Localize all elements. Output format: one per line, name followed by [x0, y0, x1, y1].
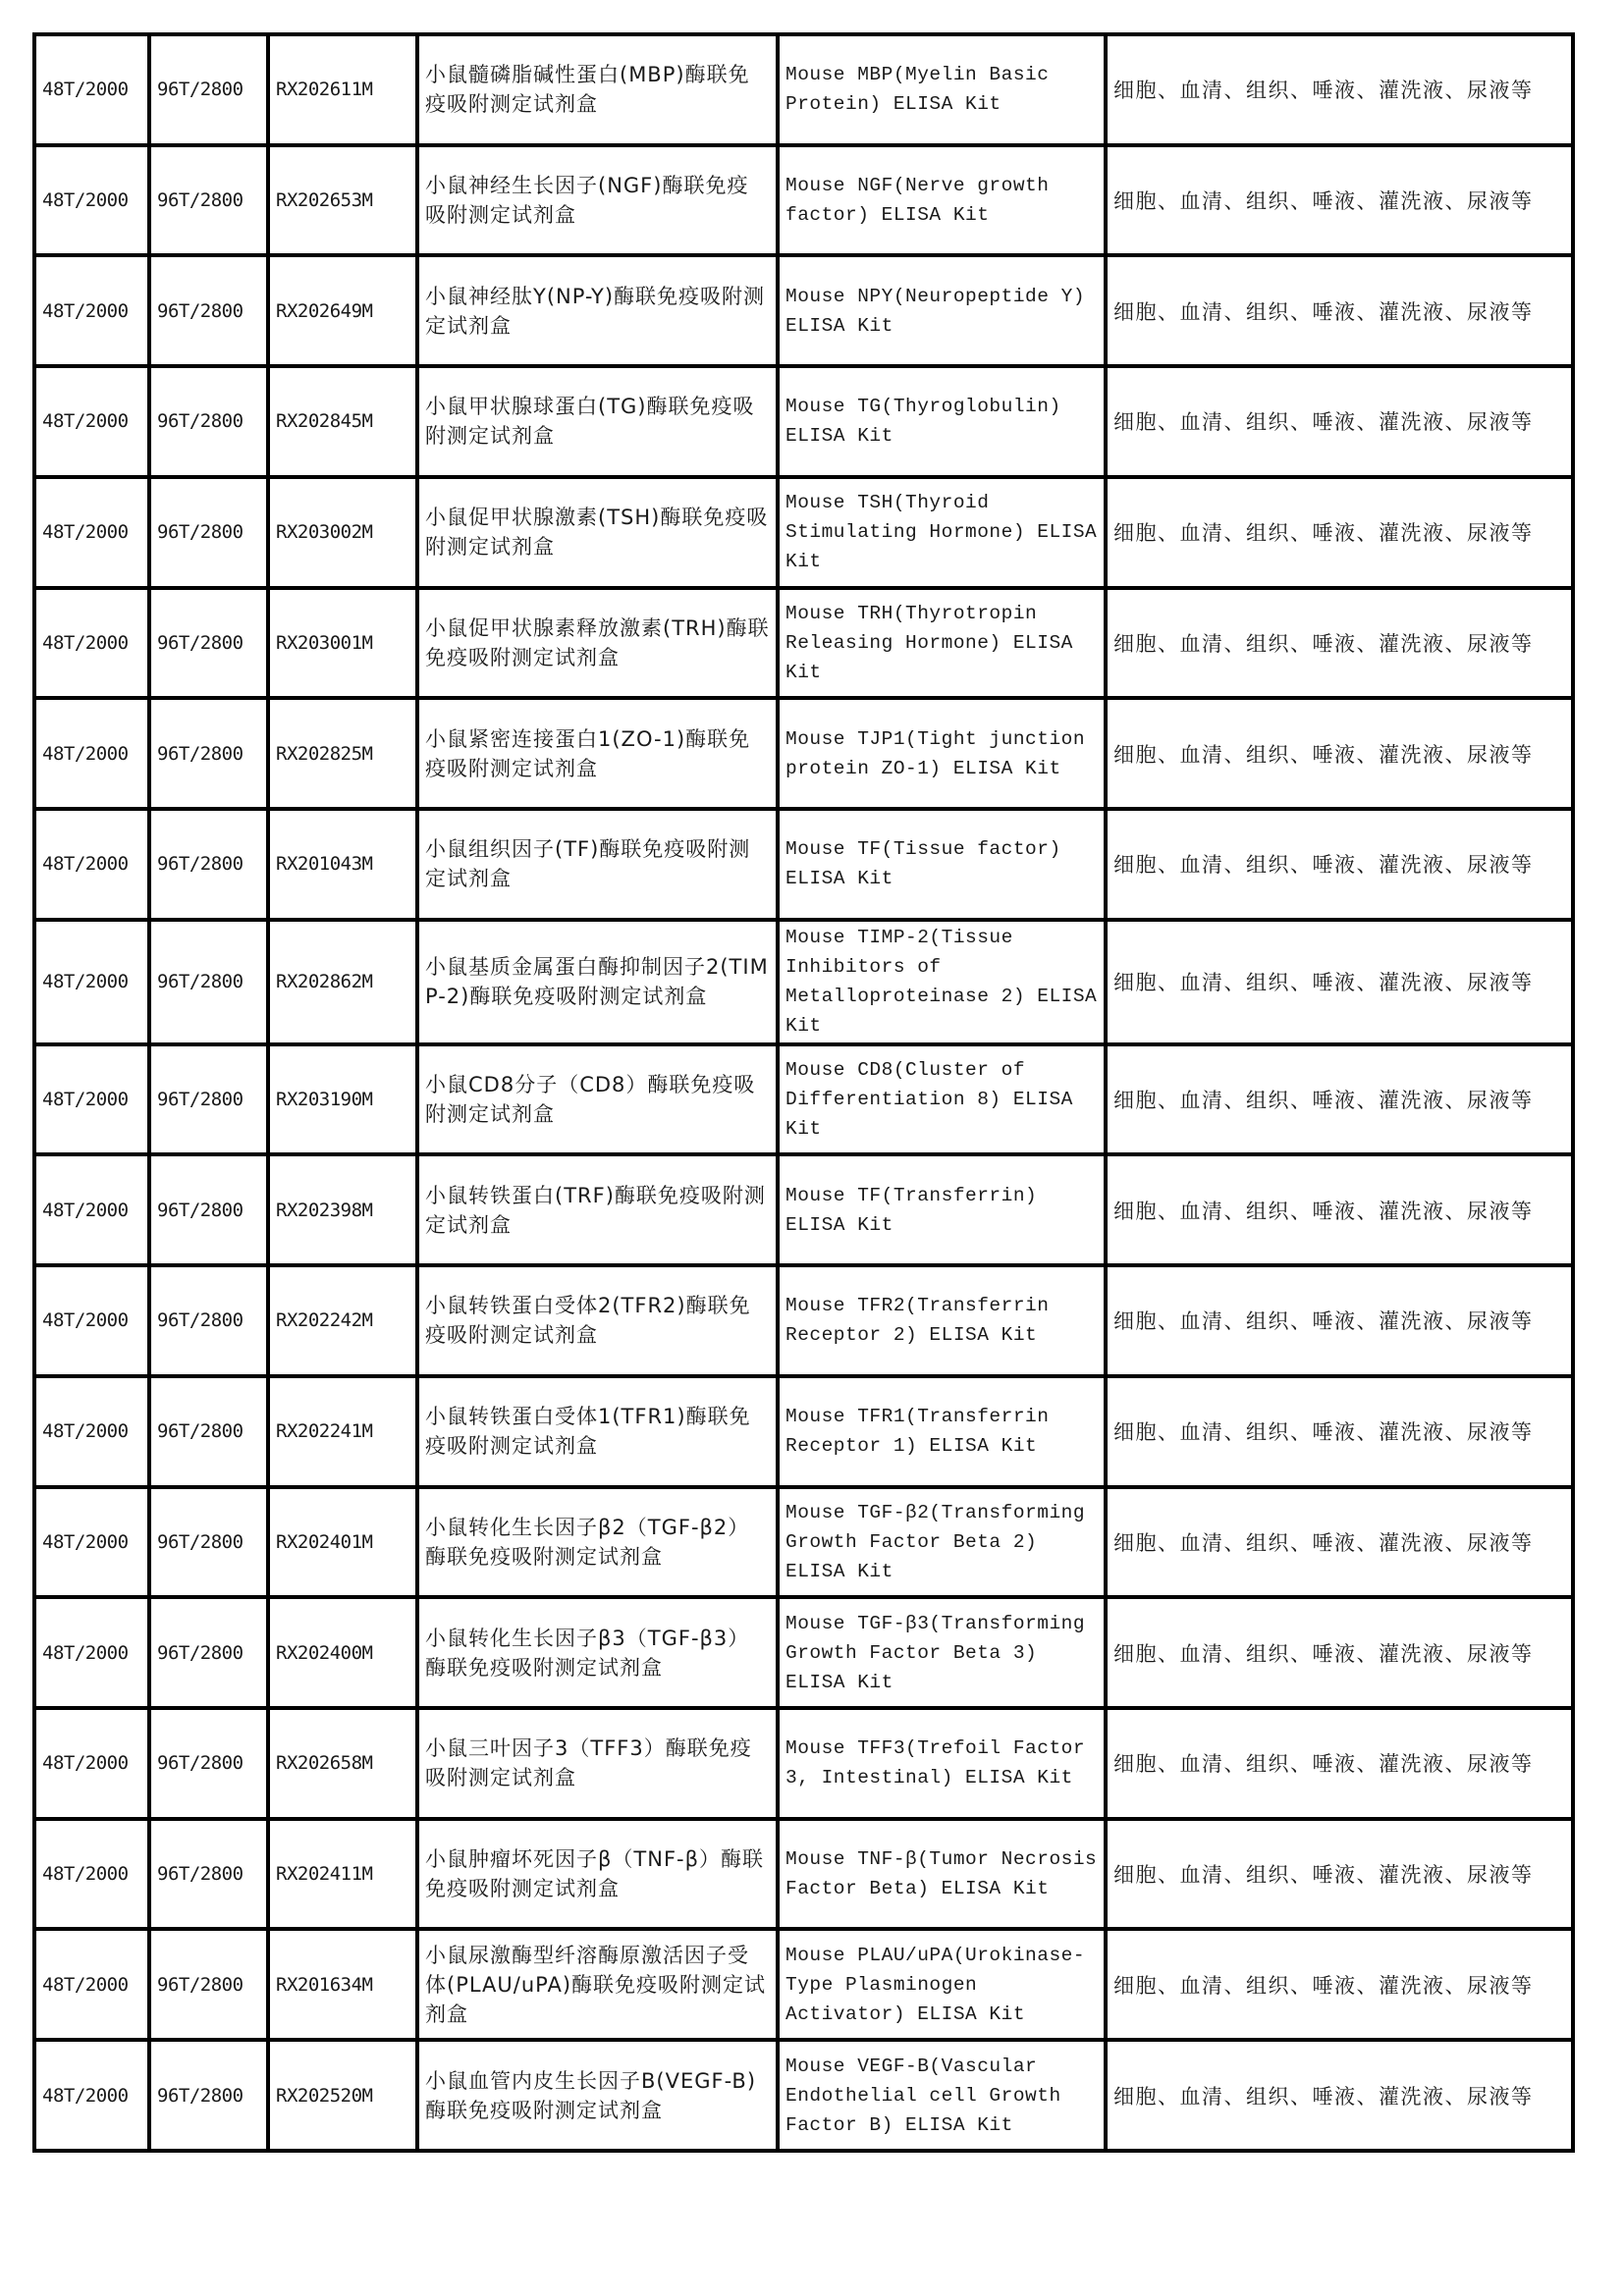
- spec-48t-cell: 48T/2000: [34, 1929, 149, 2040]
- english-name-cell: Mouse TNF-β(Tumor Necrosis Factor Beta) ELISA Kit: [778, 1819, 1106, 1930]
- spec-48t-cell: 48T/2000: [34, 1819, 149, 1930]
- spec-48t-cell: 48T/2000: [34, 477, 149, 588]
- spec-48t-cell: 48T/2000: [34, 698, 149, 809]
- chinese-name-cell: 小鼠转化生长因子β3（TGF-β3）酶联免疫吸附测定试剂盒: [417, 1597, 778, 1708]
- chinese-name-cell: 小鼠转铁蛋白受体1(TFR1)酶联免疫吸附测定试剂盒: [417, 1376, 778, 1487]
- english-name-cell: Mouse TJP1(Tight junction protein ZO-1) ELISA Kit: [778, 698, 1106, 809]
- spec-48t-cell: 48T/2000: [34, 1708, 149, 1819]
- sample-types-cell: 细胞、血清、组织、唾液、灌洗液、尿液等: [1106, 920, 1573, 1044]
- sample-types-cell: 细胞、血清、组织、唾液、灌洗液、尿液等: [1106, 1929, 1573, 2040]
- spec-48t-cell: 48T/2000: [34, 366, 149, 477]
- sample-types-cell: 细胞、血清、组织、唾液、灌洗液、尿液等: [1106, 588, 1573, 699]
- sample-types-cell: 细胞、血清、组织、唾液、灌洗液、尿液等: [1106, 366, 1573, 477]
- english-name-cell: Mouse TFR2(Transferrin Receptor 2) ELISA Kit: [778, 1265, 1106, 1376]
- kit-table-body: [34, 34, 1573, 2151]
- sample-types-cell: 细胞、血清、组织、唾液、灌洗液、尿液等: [1106, 1708, 1573, 1819]
- english-name-cell: Mouse TGF-β3(Transforming Growth Factor Beta 3) ELISA Kit: [778, 1597, 1106, 1708]
- catalog-number-cell: RX202649M: [268, 255, 417, 366]
- chinese-name-cell: 小鼠组织因子(TF)酶联免疫吸附测定试剂盒: [417, 809, 778, 920]
- table-row: [34, 477, 1573, 588]
- chinese-name-cell: 小鼠髓磷脂碱性蛋白(MBP)酶联免疫吸附测定试剂盒: [417, 34, 778, 145]
- catalog-number-cell: RX202398M: [268, 1154, 417, 1265]
- table-row: [34, 366, 1573, 477]
- table-row: [34, 1597, 1573, 1708]
- english-name-cell: Mouse VEGF-B(Vascular Endothelial cell Growth Factor B) ELISA Kit: [778, 2040, 1106, 2151]
- chinese-name-cell: 小鼠转铁蛋白(TRF)酶联免疫吸附测定试剂盒: [417, 1154, 778, 1265]
- spec-96t-cell: 96T/2800: [149, 255, 268, 366]
- spec-96t-cell: 96T/2800: [149, 920, 268, 1044]
- spec-96t-cell: 96T/2800: [149, 588, 268, 699]
- catalog-number-cell: RX201634M: [268, 1929, 417, 2040]
- sample-types-cell: 细胞、血清、组织、唾液、灌洗液、尿液等: [1106, 809, 1573, 920]
- catalog-number-cell: RX203001M: [268, 588, 417, 699]
- table-row: [34, 1819, 1573, 1930]
- spec-48t-cell: 48T/2000: [34, 588, 149, 699]
- spec-96t-cell: 96T/2800: [149, 477, 268, 588]
- catalog-number-cell: RX202241M: [268, 1376, 417, 1487]
- sample-types-cell: 细胞、血清、组织、唾液、灌洗液、尿液等: [1106, 1265, 1573, 1376]
- table-row: [34, 1487, 1573, 1598]
- table-row: [34, 1044, 1573, 1155]
- catalog-number-cell: RX202400M: [268, 1597, 417, 1708]
- chinese-name-cell: 小鼠紧密连接蛋白1(ZO-1)酶联免疫吸附测定试剂盒: [417, 698, 778, 809]
- english-name-cell: Mouse TRH(Thyrotropin Releasing Hormone) ELISA Kit: [778, 588, 1106, 699]
- sample-types-cell: 细胞、血清、组织、唾液、灌洗液、尿液等: [1106, 1154, 1573, 1265]
- catalog-number-cell: RX202845M: [268, 366, 417, 477]
- table-row: [34, 920, 1573, 1044]
- spec-48t-cell: 48T/2000: [34, 1487, 149, 1598]
- spec-96t-cell: 96T/2800: [149, 1154, 268, 1265]
- table-row: [34, 1929, 1573, 2040]
- chinese-name-cell: 小鼠基质金属蛋白酶抑制因子2(TIMP-2)酶联免疫吸附测定试剂盒: [417, 920, 778, 1044]
- catalog-number-cell: RX202411M: [268, 1819, 417, 1930]
- table-row: [34, 145, 1573, 256]
- table-row: [34, 2040, 1573, 2151]
- elisa-kit-table: [32, 32, 1575, 2153]
- spec-48t-cell: 48T/2000: [34, 1154, 149, 1265]
- sample-types-cell: 细胞、血清、组织、唾液、灌洗液、尿液等: [1106, 1044, 1573, 1155]
- chinese-name-cell: 小鼠CD8分子（CD8）酶联免疫吸附测定试剂盒: [417, 1044, 778, 1155]
- spec-96t-cell: 96T/2800: [149, 1597, 268, 1708]
- chinese-name-cell: 小鼠肿瘤坏死因子β（TNF-β）酶联免疫吸附测定试剂盒: [417, 1819, 778, 1930]
- sample-types-cell: 细胞、血清、组织、唾液、灌洗液、尿液等: [1106, 1597, 1573, 1708]
- catalog-number-cell: RX202658M: [268, 1708, 417, 1819]
- table-row: [34, 1708, 1573, 1819]
- chinese-name-cell: 小鼠促甲状腺激素(TSH)酶联免疫吸附测定试剂盒: [417, 477, 778, 588]
- spec-96t-cell: 96T/2800: [149, 698, 268, 809]
- catalog-number-cell: RX203190M: [268, 1044, 417, 1155]
- chinese-name-cell: 小鼠三叶因子3（TFF3）酶联免疫吸附测定试剂盒: [417, 1708, 778, 1819]
- table-row: [34, 588, 1573, 699]
- english-name-cell: Mouse TFF3(Trefoil Factor 3, Intestinal) ELISA Kit: [778, 1708, 1106, 1819]
- spec-96t-cell: 96T/2800: [149, 1376, 268, 1487]
- sample-types-cell: 细胞、血清、组织、唾液、灌洗液、尿液等: [1106, 34, 1573, 145]
- spec-96t-cell: 96T/2800: [149, 2040, 268, 2151]
- sample-types-cell: 细胞、血清、组织、唾液、灌洗液、尿液等: [1106, 145, 1573, 256]
- spec-96t-cell: 96T/2800: [149, 145, 268, 256]
- table-row: [34, 34, 1573, 145]
- catalog-number-cell: RX202825M: [268, 698, 417, 809]
- english-name-cell: Mouse MBP(Myelin Basic Protein) ELISA Kit: [778, 34, 1106, 145]
- spec-48t-cell: 48T/2000: [34, 145, 149, 256]
- sample-types-cell: 细胞、血清、组织、唾液、灌洗液、尿液等: [1106, 1819, 1573, 1930]
- spec-48t-cell: 48T/2000: [34, 34, 149, 145]
- table-row: [34, 1376, 1573, 1487]
- catalog-number-cell: RX202653M: [268, 145, 417, 256]
- spec-96t-cell: 96T/2800: [149, 1265, 268, 1376]
- english-name-cell: Mouse TF(Tissue factor) ELISA Kit: [778, 809, 1106, 920]
- english-name-cell: Mouse CD8(Cluster of Differentiation 8) ELISA Kit: [778, 1044, 1106, 1155]
- spec-48t-cell: 48T/2000: [34, 1265, 149, 1376]
- sample-types-cell: 细胞、血清、组织、唾液、灌洗液、尿液等: [1106, 1376, 1573, 1487]
- sample-types-cell: 细胞、血清、组织、唾液、灌洗液、尿液等: [1106, 1487, 1573, 1598]
- sample-types-cell: 细胞、血清、组织、唾液、灌洗液、尿液等: [1106, 698, 1573, 809]
- chinese-name-cell: 小鼠甲状腺球蛋白(TG)酶联免疫吸附测定试剂盒: [417, 366, 778, 477]
- chinese-name-cell: 小鼠尿激酶型纤溶酶原激活因子受体(PLAU/uPA)酶联免疫吸附测定试剂盒: [417, 1929, 778, 2040]
- table-row: [34, 698, 1573, 809]
- english-name-cell: Mouse TF(Transferrin) ELISA Kit: [778, 1154, 1106, 1265]
- catalog-number-cell: RX202242M: [268, 1265, 417, 1376]
- sample-types-cell: 细胞、血清、组织、唾液、灌洗液、尿液等: [1106, 2040, 1573, 2151]
- english-name-cell: Mouse NPY(Neuropeptide Y) ELISA Kit: [778, 255, 1106, 366]
- table-row: [34, 1154, 1573, 1265]
- spec-96t-cell: 96T/2800: [149, 1819, 268, 1930]
- catalog-number-cell: RX202520M: [268, 2040, 417, 2151]
- chinese-name-cell: 小鼠神经生长因子(NGF)酶联免疫吸附测定试剂盒: [417, 145, 778, 256]
- english-name-cell: Mouse PLAU/uPA(Urokinase-Type Plasminogen Activator) ELISA Kit: [778, 1929, 1106, 2040]
- table-row: [34, 1265, 1573, 1376]
- spec-48t-cell: 48T/2000: [34, 809, 149, 920]
- chinese-name-cell: 小鼠神经肽Y(NP-Y)酶联免疫吸附测定试剂盒: [417, 255, 778, 366]
- catalog-number-cell: RX201043M: [268, 809, 417, 920]
- spec-96t-cell: 96T/2800: [149, 809, 268, 920]
- spec-48t-cell: 48T/2000: [34, 255, 149, 366]
- sample-types-cell: 细胞、血清、组织、唾液、灌洗液、尿液等: [1106, 255, 1573, 366]
- catalog-number-cell: RX202611M: [268, 34, 417, 145]
- english-name-cell: Mouse TSH(Thyroid Stimulating Hormone) ELISA Kit: [778, 477, 1106, 588]
- chinese-name-cell: 小鼠转化生长因子β2（TGF-β2）酶联免疫吸附测定试剂盒: [417, 1487, 778, 1598]
- sample-types-cell: 细胞、血清、组织、唾液、灌洗液、尿液等: [1106, 477, 1573, 588]
- chinese-name-cell: 小鼠血管内皮生长因子B(VEGF-B)酶联免疫吸附测定试剂盒: [417, 2040, 778, 2151]
- table-row: [34, 809, 1573, 920]
- catalog-number-cell: RX202401M: [268, 1487, 417, 1598]
- chinese-name-cell: 小鼠转铁蛋白受体2(TFR2)酶联免疫吸附测定试剂盒: [417, 1265, 778, 1376]
- spec-48t-cell: 48T/2000: [34, 1597, 149, 1708]
- spec-48t-cell: 48T/2000: [34, 1376, 149, 1487]
- spec-96t-cell: 96T/2800: [149, 1708, 268, 1819]
- spec-96t-cell: 96T/2800: [149, 34, 268, 145]
- table-row: [34, 255, 1573, 366]
- spec-96t-cell: 96T/2800: [149, 1487, 268, 1598]
- catalog-number-cell: RX203002M: [268, 477, 417, 588]
- spec-48t-cell: 48T/2000: [34, 1044, 149, 1155]
- spec-96t-cell: 96T/2800: [149, 366, 268, 477]
- spec-96t-cell: 96T/2800: [149, 1044, 268, 1155]
- spec-96t-cell: 96T/2800: [149, 1929, 268, 2040]
- catalog-number-cell: RX202862M: [268, 920, 417, 1044]
- spec-48t-cell: 48T/2000: [34, 920, 149, 1044]
- english-name-cell: Mouse TFR1(Transferrin Receptor 1) ELISA Kit: [778, 1376, 1106, 1487]
- english-name-cell: Mouse TGF-β2(Transforming Growth Factor Beta 2) ELISA Kit: [778, 1487, 1106, 1598]
- english-name-cell: Mouse TIMP-2(Tissue Inhibitors of Metalloproteinase 2) ELISA Kit: [778, 920, 1106, 1044]
- english-name-cell: Mouse TG(Thyroglobulin) ELISA Kit: [778, 366, 1106, 477]
- spec-48t-cell: 48T/2000: [34, 2040, 149, 2151]
- english-name-cell: Mouse NGF(Nerve growth factor) ELISA Kit: [778, 145, 1106, 256]
- chinese-name-cell: 小鼠促甲状腺素释放激素(TRH)酶联免疫吸附测定试剂盒: [417, 588, 778, 699]
